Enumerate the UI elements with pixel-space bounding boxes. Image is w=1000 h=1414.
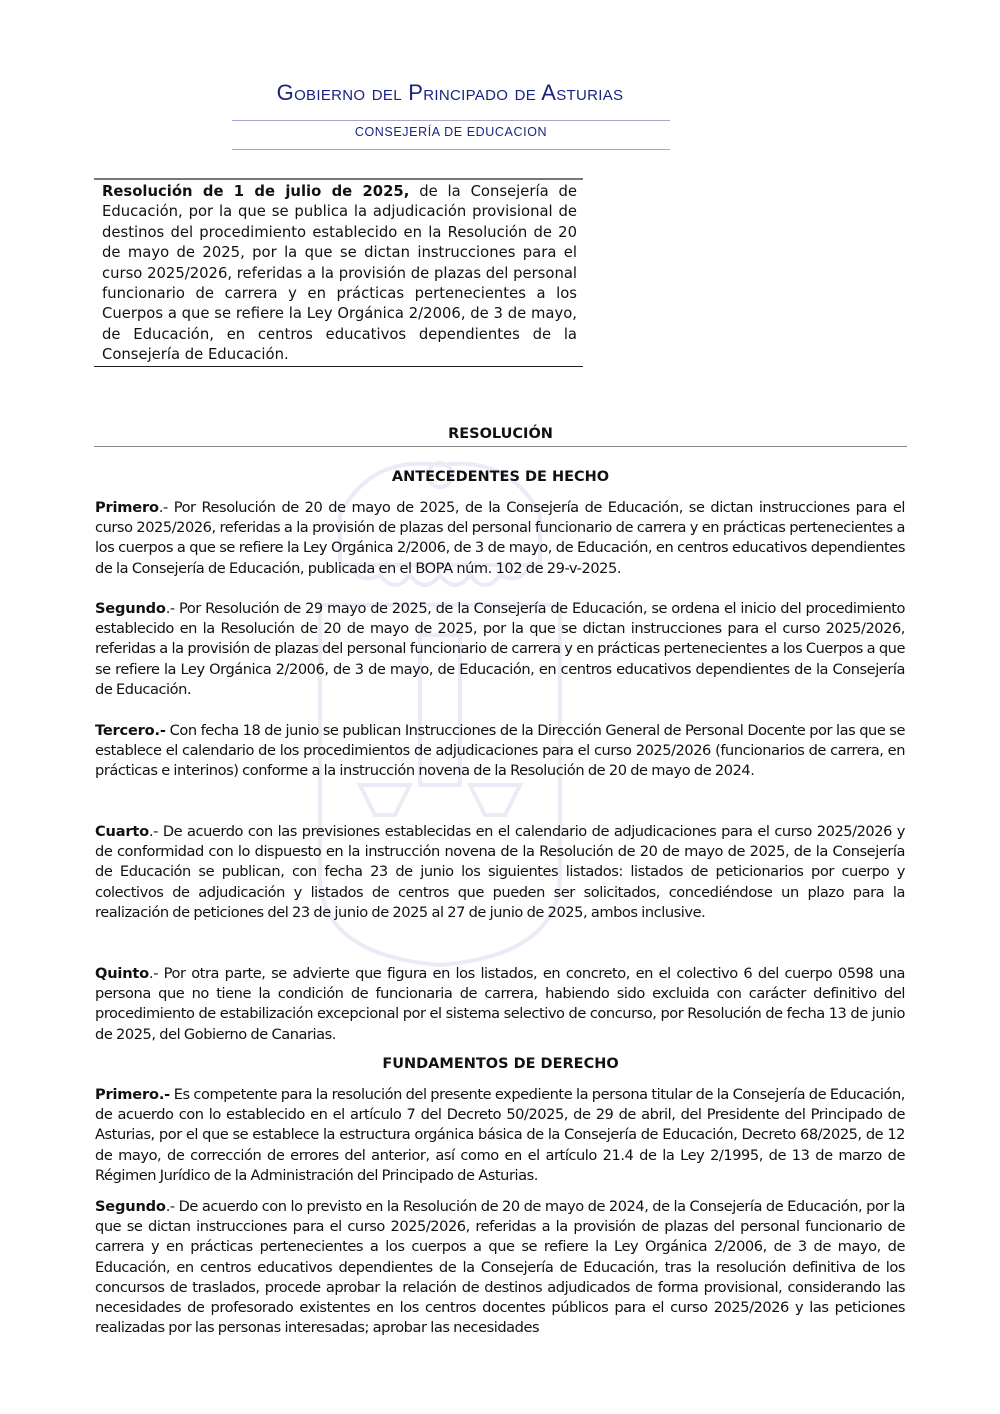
item-text: De acuerdo con lo previsto en la Resolución de 20 de mayo de 2024, de la Consejería de Educación, por la que se dictan instrucciones para el curso 2025/2026, referidas a la provisión de plazas del personal funcionario de carrera y en prácticas pertenecientes a los cuerpos a que se refiere la Ley Orgánica 2/2006, de 3 de mayo, de Educación, en centros educativos dependientes de la Consejería de Educación, tras la resolución definitiva de los concursos de traslados, procede aprobar la relación de destinos adjudicados de forma provisional, considerando las necesidades de profesorado existentes en los centros docentes públicos para el curso 2025/2026 y las peticiones realizadas por las personas interesadas; aprobar las necesidades <box>95 1198 905 1337</box>
item-sep: .- <box>149 965 164 982</box>
item-sep: .- <box>165 600 179 617</box>
summary-lead: Resolución de 1 de julio de 2025, <box>102 183 410 200</box>
department-name: CONSEJERÍA DE EDUCACION <box>354 125 548 139</box>
item-text: Por otra parte, se advierte que figura en los listados, en concreto, en el colectivo 6 del cuerpo 0598 una persona que no tiene la condición de funcionaria de carrera, habiendo sido excluida con carácter definitivo del procedimiento de estabilización excepcional por el sistema selectivo de concurso, por Resolución de fecha 13 de junio de 2025, del Gobierno de Canarias. <box>95 965 905 1043</box>
item-label: Tercero.- <box>95 722 166 739</box>
fundamento-primero <box>95 1085 905 1186</box>
resolution-heading: RESOLUCIÓN <box>94 426 907 447</box>
item-text: Por Resolución de 20 de mayo de 2025, de la Consejería de Educación, se dictan instrucciones para el curso 2025/2026, referidas a la provisión de plazas del personal funcionario de carrera y en prácticas pertenecientes a los cuerpos a que se refiere la Ley Orgánica 2/2006, de 3 de mayo, de Educación, en centros educativos dependientes de la Consejería de Educación, publicada en el BOPA núm. 102 de 29-v-2025. <box>95 499 905 577</box>
item-label: Segundo <box>95 600 166 617</box>
item-text: De acuerdo con las previsiones establecidas en el calendario de adjudicaciones para el curso 2025/2026 y de conformidad con lo dispuesto en la instrucción novena de la Resolución de 20 de mayo de 2025, de la Consejería de Educación se publican, con fecha 23 de junio los siguientes listados: listados de peticionarios por cuerpo y colectivos de adjudicación y listados de centros que pueden ser solicitados, concediéndose un plazo para la realización de peticiones del 23 de junio de 2025 al 27 de junio de 2025, ambos inclusive. <box>95 823 905 921</box>
item-sep: .- <box>165 1198 179 1215</box>
item-text: Es competente para la resolución del presente expediente la persona titular de la Consejería de Educación, de acuerdo con lo establecido en el artículo 7 del Decreto 50/2025, de 29 de abril, del Presidente del Principado de Asturias, por el que se establece la estructura orgánica básica de la Consejería de Educación, Decreto 68/2025, de 12 de mayo, de corrección de errores del anterior, así como en el artículo 21.4 de la Ley 2/1995, de 13 de marzo de Régimen Jurídico de la Administración del Principado de Asturias. <box>95 1086 905 1184</box>
item-sep: .- <box>148 823 163 840</box>
item-text: Por Resolución de 29 mayo de 2025, de la Consejería de Educación, se ordena el inicio del procedimiento establecido en la Resolución de 20 de mayo de 2025, por la que se dictan instrucciones para el curso 2025/2026, referidas a la provisión de plazas del personal funcionario de carrera y en prácticas pertenecientes a los Cuerpos a que se refiere la Ley Orgánica 2/2006, de 3 de mayo, de Educación, en centros educativos dependientes de la Consejería de Educación. <box>95 600 905 698</box>
government-title: Gobierno del Principado de Asturias <box>276 80 624 105</box>
item-label: Primero.- <box>95 1086 171 1103</box>
antecedente-cuarto <box>95 822 905 923</box>
antecedente-quinto <box>95 964 905 1045</box>
item-label: Cuarto <box>95 823 149 840</box>
item-label: Primero <box>95 499 159 516</box>
item-label: Segundo <box>95 1198 166 1215</box>
antecedente-segundo <box>95 599 905 700</box>
antecedente-tercero <box>95 721 905 782</box>
item-text: Con fecha 18 de junio se publican Instrucciones de la Dirección General de Personal Docente por las que se establece el calendario de los procedimientos de adjudicaciones para el curso 2025/2026 (funcionarios de carrera, en prácticas e interinos) conforme a la instrucción novena de la Resolución de 20 de mayo de 2024. <box>95 722 905 780</box>
fundamento-segundo <box>95 1197 905 1338</box>
summary-text: de la Consejería de Educación, por la que se publica la adjudicación provisional de destinos del procedimiento establecido en la Resolución de 20 de mayo de 2025, por la que se dictan instrucciones para el curso 2025/2026, referidas a la provisión de plazas del personal funcionario de carrera y en prácticas pertenecientes a los Cuerpos a que se refiere la Ley Orgánica 2/2006, de 3 de mayo, de Educación, en centros educativos dependientes de la Consejería de Educación. <box>102 183 578 364</box>
header-divider-bottom <box>232 149 670 150</box>
antecedentes-heading: ANTECEDENTES DE HECHO <box>391 469 610 485</box>
fundamentos-heading: FUNDAMENTOS DE DERECHO <box>382 1056 619 1072</box>
item-label: Quinto <box>95 965 149 982</box>
antecedente-primero <box>95 498 905 579</box>
item-sep: .- <box>158 499 174 516</box>
header-divider-top <box>232 120 670 121</box>
resolution-summary <box>94 178 583 367</box>
